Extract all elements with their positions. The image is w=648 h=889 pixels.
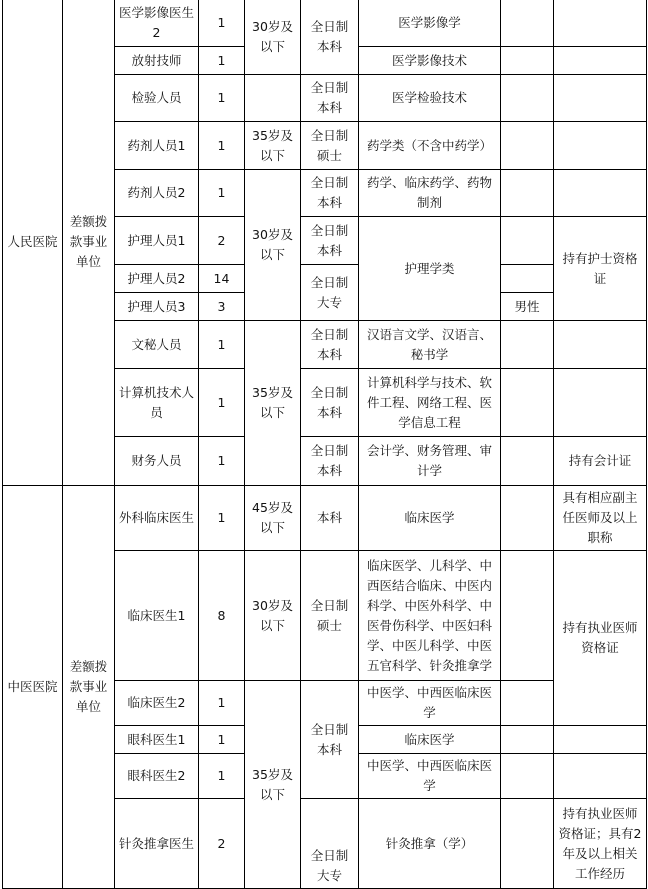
note-cell: 持有护士资格证	[554, 217, 647, 321]
major-cell: 中医学、中西医临床医学	[359, 754, 501, 799]
education-cell: 全日制本科	[301, 437, 359, 486]
recruitment-table	[2, 0, 647, 889]
age-cell: 30岁及以下	[245, 551, 301, 681]
major-cell: 临床医学	[359, 486, 501, 551]
note-cell	[554, 75, 647, 122]
age-cell: 30岁及以下	[245, 0, 301, 75]
education-cell: 全日制本科	[301, 170, 359, 217]
major-cell: 针灸推拿（学）	[359, 799, 501, 889]
post-cell: 外科临床医生	[115, 486, 199, 551]
major-cell: 会计学、财务管理、审计学	[359, 437, 501, 486]
post-cell: 眼科医生2	[115, 754, 199, 799]
other-cell	[501, 265, 554, 293]
note-cell: 具有相应副主任医师及以上职称	[554, 486, 647, 551]
major-cell: 药学类（不含中药学）	[359, 122, 501, 170]
note-cell	[554, 0, 647, 47]
major-cell: 医学检验技术	[359, 75, 501, 122]
count-cell: 1	[199, 321, 245, 369]
count-cell: 1	[199, 170, 245, 217]
education-cell: 全日制本科	[301, 75, 359, 122]
note-cell	[554, 122, 647, 170]
education-cell: 本科	[301, 486, 359, 551]
hospital-name-cell: 中医医院	[3, 486, 63, 889]
age-cell: 45岁及以下	[245, 486, 301, 551]
unit-type-cell: 差额拨款事业单位	[63, 0, 115, 486]
other-cell	[501, 437, 554, 486]
post-cell: 临床医生1	[115, 551, 199, 681]
major-cell: 护理学类	[359, 217, 501, 321]
other-cell	[501, 754, 554, 799]
major-cell: 临床医学、儿科学、中西医结合临床、中医内科学、中医外科学、中医骨伤科学、中医妇科学、中医儿科学、中医五官科学、针灸推拿学	[359, 551, 501, 681]
education-cell: 全日制大专	[301, 265, 359, 321]
age-cell: 30岁及以下	[245, 170, 301, 321]
other-cell	[501, 122, 554, 170]
count-cell: 1	[199, 486, 245, 551]
count-cell: 1	[199, 681, 245, 726]
post-cell: 放射技师	[115, 47, 199, 75]
education-cell: 全日制本科	[301, 681, 359, 799]
other-cell	[501, 551, 554, 681]
major-cell: 医学影像技术	[359, 47, 501, 75]
count-cell: 1	[199, 754, 245, 799]
education-cell: 全日制大专	[301, 799, 359, 889]
age-cell-empty	[245, 75, 301, 122]
hospital-name-cell: 人民医院	[3, 0, 63, 486]
age-cell: 35岁及以下	[245, 321, 301, 486]
post-cell: 计算机技术人员	[115, 369, 199, 437]
count-cell: 1	[199, 369, 245, 437]
post-cell: 护理人员3	[115, 293, 199, 321]
note-cell: 持有执业医师资格证；具有2年及以上相关工作经历	[554, 799, 647, 889]
post-cell: 文秘人员	[115, 321, 199, 369]
other-cell	[501, 170, 554, 217]
count-cell: 1	[199, 122, 245, 170]
note-cell	[554, 321, 647, 369]
count-cell: 3	[199, 293, 245, 321]
education-cell: 全日制本科	[301, 321, 359, 369]
note-cell	[554, 754, 647, 799]
other-cell	[501, 321, 554, 369]
count-cell: 8	[199, 551, 245, 681]
count-cell: 2	[199, 217, 245, 265]
post-cell: 护理人员1	[115, 217, 199, 265]
other-cell	[501, 369, 554, 437]
major-cell: 临床医学	[359, 726, 501, 754]
note-cell	[554, 726, 647, 754]
count-cell: 1	[199, 437, 245, 486]
other-cell	[501, 799, 554, 889]
note-cell	[554, 170, 647, 217]
other-cell	[501, 681, 554, 726]
note-cell: 持有执业医师资格证	[554, 551, 647, 726]
count-cell: 1	[199, 0, 245, 47]
post-cell: 眼科医生1	[115, 726, 199, 754]
education-cell: 全日制本科	[301, 0, 359, 75]
post-cell: 医学影像医生2	[115, 0, 199, 47]
post-cell: 临床医生2	[115, 681, 199, 726]
other-cell	[501, 486, 554, 551]
other-cell	[501, 0, 554, 47]
post-cell: 药剂人员1	[115, 122, 199, 170]
major-cell: 中医学、中西医临床医学	[359, 681, 501, 726]
count-cell: 14	[199, 265, 245, 293]
count-cell: 1	[199, 47, 245, 75]
education-cell: 全日制硕士	[301, 122, 359, 170]
post-cell: 针灸推拿医生	[115, 799, 199, 889]
count-cell: 2	[199, 799, 245, 889]
other-cell	[501, 47, 554, 75]
age-cell: 35岁及以下	[245, 122, 301, 170]
unit-type-cell: 差额拨款事业单位	[63, 486, 115, 889]
table-row	[3, 486, 647, 551]
count-cell: 1	[199, 75, 245, 122]
note-cell	[554, 47, 647, 75]
post-cell: 财务人员	[115, 437, 199, 486]
major-cell: 药学、临床药学、药物制剂	[359, 170, 501, 217]
post-cell: 药剂人员2	[115, 170, 199, 217]
education-cell: 全日制本科	[301, 369, 359, 437]
post-cell: 护理人员2	[115, 265, 199, 293]
other-cell	[501, 75, 554, 122]
age-cell: 35岁及以下	[245, 681, 301, 889]
note-cell: 持有会计证	[554, 437, 647, 486]
other-cell	[501, 726, 554, 754]
note-cell	[554, 369, 647, 437]
post-cell: 检验人员	[115, 75, 199, 122]
major-cell: 计算机科学与技术、软件工程、网络工程、医学信息工程	[359, 369, 501, 437]
education-cell: 全日制硕士	[301, 551, 359, 681]
other-cell	[501, 217, 554, 265]
count-cell: 1	[199, 726, 245, 754]
major-cell: 医学影像学	[359, 0, 501, 47]
table-row	[3, 0, 647, 47]
education-cell: 全日制本科	[301, 217, 359, 265]
major-cell: 汉语言文学、汉语言、秘书学	[359, 321, 501, 369]
other-cell: 男性	[501, 293, 554, 321]
